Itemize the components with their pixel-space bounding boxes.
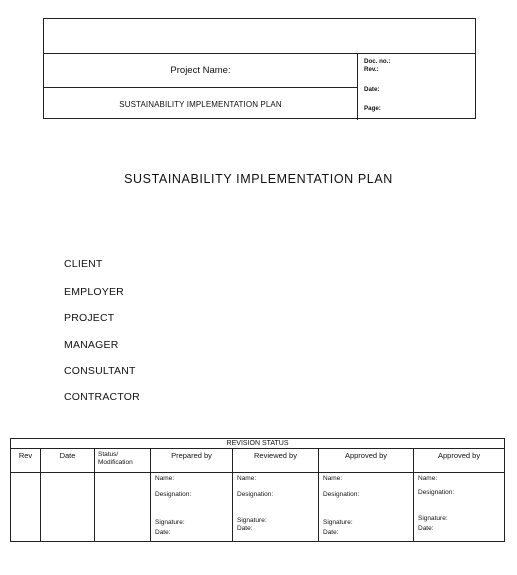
revision-status-table [10,438,505,542]
signature-field: Signature: [237,517,267,524]
col-status-line2: Modification [98,459,133,466]
party-client: CLIENT [64,258,103,270]
header-meta [358,54,477,120]
designation-field: Designation: [418,489,455,496]
col-approved-by-1: Approved by [319,449,414,473]
col-date: Date [41,449,95,473]
cell-status [95,473,151,542]
doc-no-label: Doc. no.: [364,58,391,65]
signature-field: Signature: [155,519,185,526]
party-contractor: CONTRACTOR [64,391,140,403]
col-status [95,449,151,473]
header-block [43,18,476,119]
col-prepared-by: Prepared by [151,449,233,473]
col-reviewed-by: Reviewed by [233,449,319,473]
cell-date [41,473,95,542]
revision-status-caption: REVISION STATUS [11,439,505,449]
signature-field: Signature: [418,515,448,522]
party-consultant: CONSULTANT [64,365,136,377]
cell-reviewed-by [233,473,319,542]
cell-approved-by-1 [319,473,414,542]
date-field: Date: [418,525,434,532]
name-field: Name: [323,475,343,482]
rev-label: Rev.: [364,66,379,73]
header-logo-area [44,19,475,54]
date-field: Date: [323,529,339,536]
date-field: Date: [237,525,253,532]
name-field: Name: [155,475,175,482]
date-field: Date: [155,529,171,536]
header-subtitle: SUSTAINABILITY IMPLEMENTATION PLAN [44,88,358,120]
document-title: SUSTAINABILITY IMPLEMENTATION PLAN [124,172,393,186]
cell-prepared-by [151,473,233,542]
name-field: Name: [418,475,438,482]
col-status-line1: Status/ [98,451,119,458]
cell-approved-by-2 [414,473,505,542]
project-name-label: Project Name: [44,54,358,88]
designation-field: Designation: [237,491,274,498]
designation-field: Designation: [155,491,192,498]
designation-field: Designation: [323,491,360,498]
date-label: Date: [364,86,380,93]
signature-field: Signature: [323,519,353,526]
cell-rev [11,473,41,542]
party-manager: MANAGER [64,339,119,351]
col-rev: Rev [11,449,41,473]
party-employer: EMPLOYER [64,286,124,298]
name-field: Name: [237,475,257,482]
party-project: PROJECT [64,312,115,324]
col-approved-by-2: Approved by [414,449,505,473]
page-label: Page: [364,105,381,112]
